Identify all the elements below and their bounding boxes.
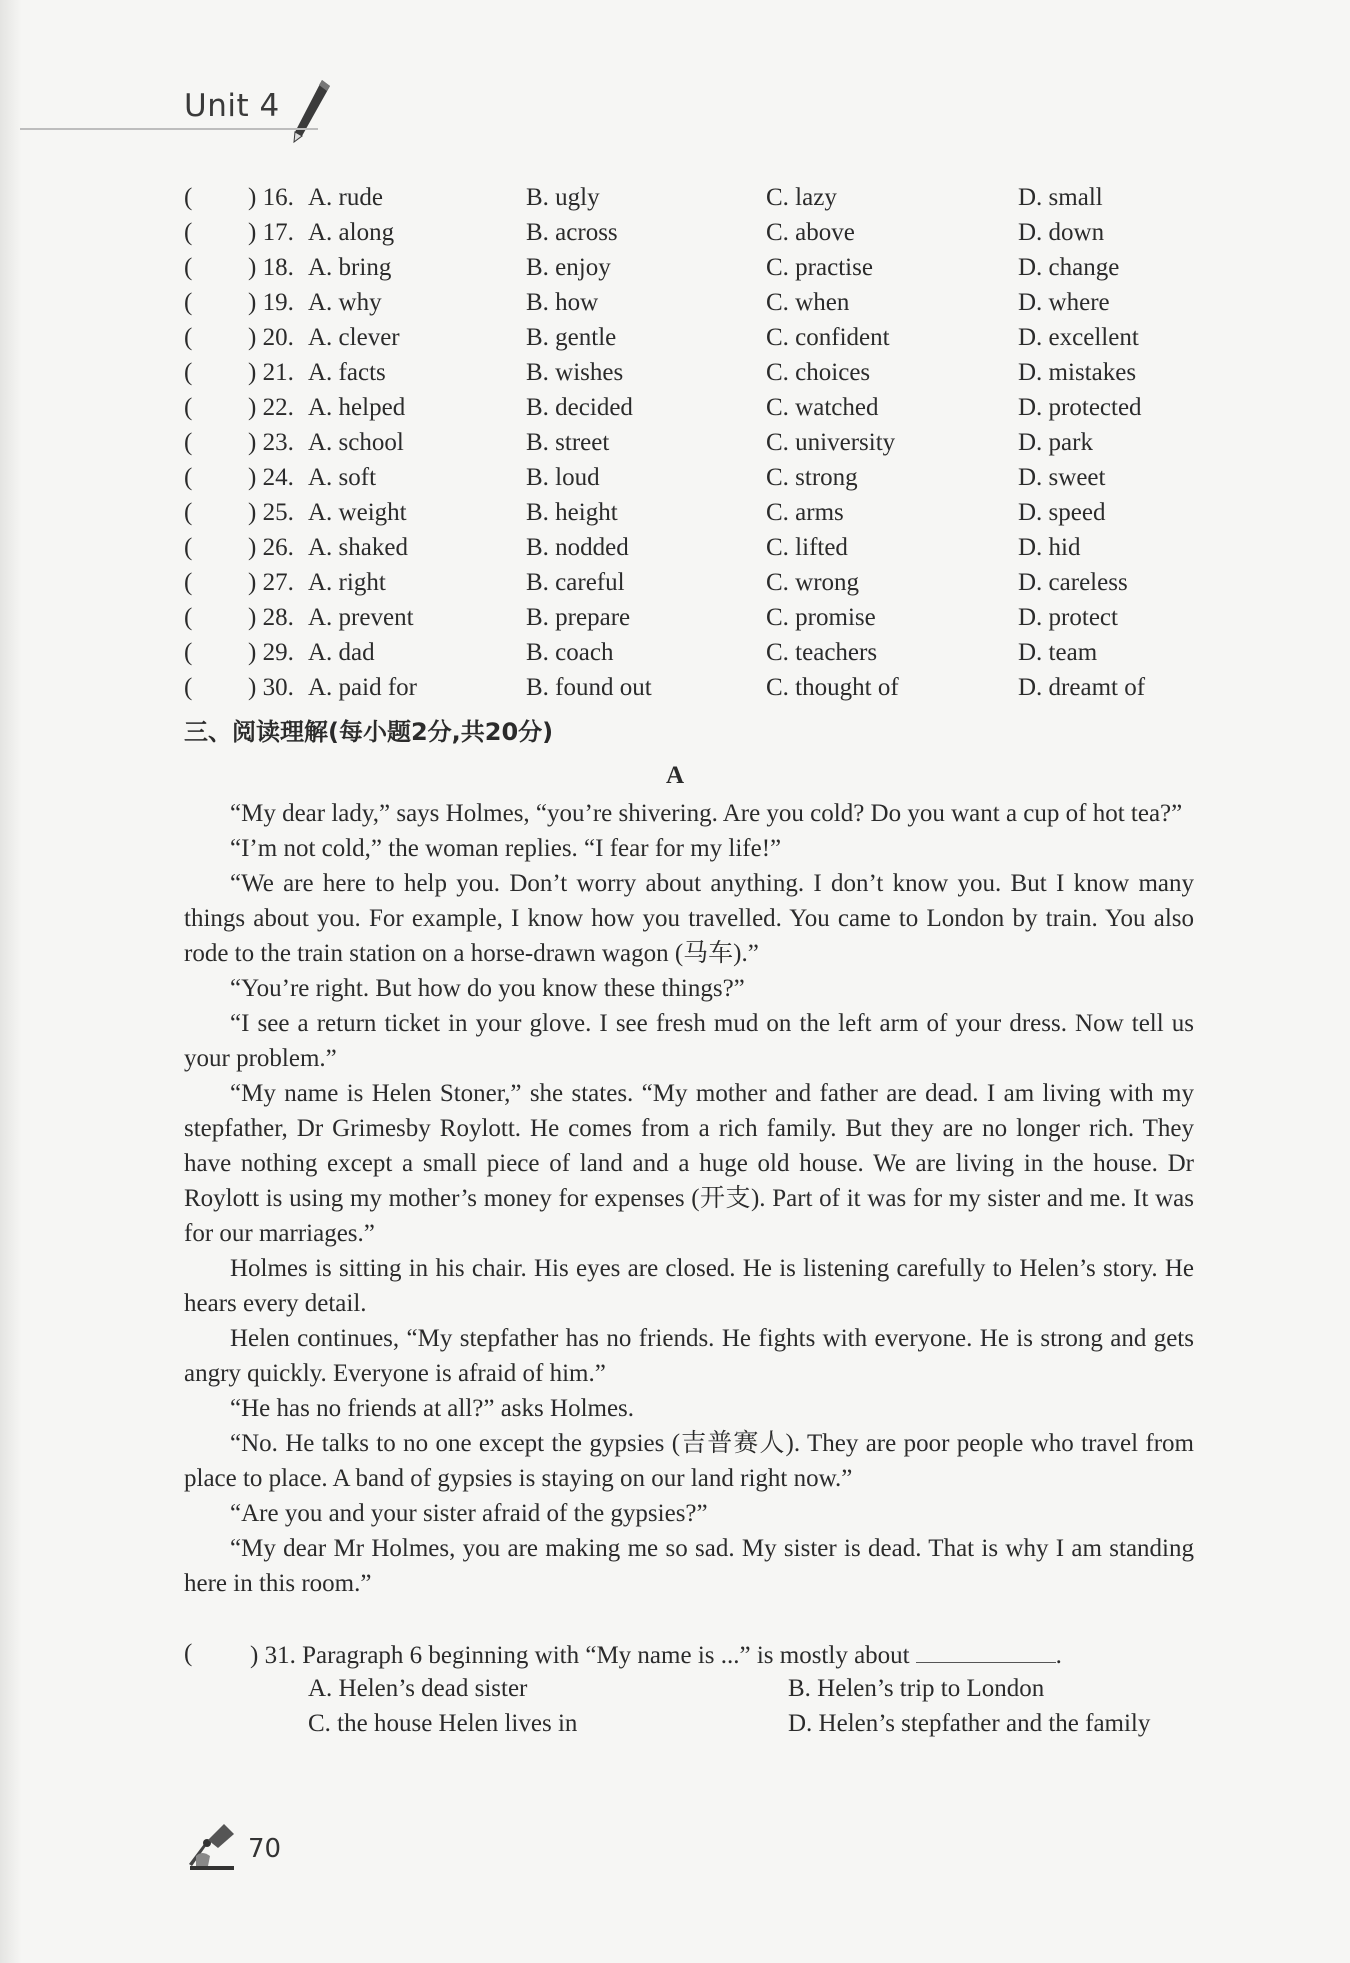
option-row — [184, 495, 1194, 530]
option-d: D. change — [1018, 254, 1120, 281]
option-d: D. park — [1018, 429, 1093, 456]
answer-paren: ( — [184, 184, 193, 211]
question-options-row-2 — [184, 1706, 1204, 1741]
option-b: B. gentle — [526, 324, 617, 351]
option-b: B. coach — [526, 639, 614, 666]
option-a: A. right — [308, 569, 386, 596]
option-d: D. protect — [1018, 604, 1118, 631]
option-a: A. prevent — [308, 604, 414, 631]
answer-paren: ( — [184, 359, 193, 386]
desk-lamp-icon — [184, 1816, 240, 1872]
passage-paragraph: “I’m not cold,” the woman replies. “I fear for my life!” — [230, 835, 782, 862]
question-stem-text: ) 31. Paragraph 6 beginning with “My name is ...” is mostly about — [250, 1642, 910, 1669]
passage-paragraph: “My dear lady,” says Holmes, “you’re shivering. Are you cold? Do you want a cup of hot tea?” — [230, 800, 1183, 827]
option-c: C. wrong — [766, 569, 860, 596]
option-row — [184, 460, 1194, 495]
option-c: C. strong — [766, 464, 858, 491]
passage-paragraph: “My dear Mr Holmes, you are making me so sad. My sister is dead. That is why I am standing here in this room.” — [184, 1535, 1194, 1597]
option-b: B. wishes — [526, 359, 624, 386]
passage-paragraph: “You’re right. But how do you know these things?” — [230, 975, 745, 1002]
option-c: C. thought of — [766, 674, 899, 701]
option-a: A. soft — [308, 464, 377, 491]
answer-paren: ( — [184, 569, 193, 596]
option-c: C. university — [766, 429, 896, 456]
option-c: C. watched — [766, 394, 879, 421]
option-a: A. bring — [308, 254, 392, 281]
question-31 — [184, 1636, 1204, 1741]
page-edge-shadow — [0, 0, 22, 1963]
passage-letter: A — [665, 762, 685, 789]
option-a: A. Helen’s dead sister — [308, 1675, 528, 1702]
question-number: ) 20. — [248, 324, 294, 351]
question-number: ) 24. — [248, 464, 294, 491]
option-d: D. team — [1018, 639, 1098, 666]
passage-paragraph: “My name is Helen Stoner,” she states. “My mother and father are dead. I am living with my stepfather, Dr Grimesby Roylott. He comes from a rich family. But they are no longer rich. They have nothing except a small piece of land and a huge old house. We are living in the house. Dr Roylott is using my mother’s money for expenses (开支). Part of it was for my sister and me. It was for our marriages.” — [184, 1080, 1194, 1247]
option-row — [184, 635, 1194, 670]
passage-paragraph: Holmes is sitting in his chair. His eyes are closed. He is listening carefully to Helen’s story. He hears every detail. — [184, 1255, 1194, 1317]
cloze-options — [184, 180, 1194, 705]
option-b: B. across — [526, 219, 618, 246]
answer-paren: ( — [184, 394, 193, 421]
question-number: ) 21. — [248, 359, 294, 386]
passage-paragraph: Helen continues, “My stepfather has no friends. He fights with everyone. He is strong and gets angry quickly. Everyone is afraid of him.” — [184, 1325, 1194, 1387]
option-d: D. excellent — [1018, 324, 1139, 351]
question-number: ) 30. — [248, 674, 294, 701]
option-d: D. small — [1018, 184, 1103, 211]
header-rule — [20, 128, 318, 130]
option-row — [184, 180, 1194, 215]
option-b: B. Helen’s trip to London — [788, 1675, 1045, 1702]
option-c: C. promise — [766, 604, 876, 631]
option-row — [184, 530, 1194, 565]
question-stem — [250, 1636, 1062, 1673]
question-number: ) 28. — [248, 604, 294, 631]
option-b: B. nodded — [526, 534, 629, 561]
option-row — [184, 390, 1194, 425]
passage-paragraph: “I see a return ticket in your glove. I see fresh mud on the left arm of your dress. Now tell us your problem.” — [184, 1010, 1194, 1072]
question-stem-line — [184, 1636, 1204, 1671]
answer-paren: ( — [184, 324, 193, 351]
option-b: B. loud — [526, 464, 600, 491]
option-a: A. facts — [308, 359, 386, 386]
answer-paren: ( — [184, 219, 193, 246]
option-a: A. weight — [308, 499, 407, 526]
option-b: B. height — [526, 499, 618, 526]
question-number: ) 23. — [248, 429, 294, 456]
option-a: A. rude — [308, 184, 383, 211]
answer-paren: ( — [184, 639, 193, 666]
option-c: C. lifted — [766, 534, 848, 561]
option-row — [184, 565, 1194, 600]
option-c: C. choices — [766, 359, 871, 386]
option-d: D. hid — [1018, 534, 1081, 561]
option-d: D. where — [1018, 289, 1110, 316]
passage-paragraph: “We are here to help you. Don’t worry about anything. I don’t know you. But I know many things about you. For example, I know how you travelled. You came to London by train. You also rode to the train station on a horse-drawn wagon (马车).” — [184, 870, 1194, 967]
option-d: D. protected — [1018, 394, 1142, 421]
option-c: C. confident — [766, 324, 890, 351]
answer-paren: ( — [184, 674, 193, 701]
section-title: 三、阅读理解(每小题2分,共20分) — [184, 718, 554, 746]
option-c: C. above — [766, 219, 855, 246]
question-options-row-1 — [184, 1671, 1204, 1706]
question-number: ) 17. — [248, 219, 294, 246]
page-number: 70 — [248, 1834, 282, 1864]
option-d: D. Helen’s stepfather and the family — [788, 1710, 1151, 1737]
reading-passage — [184, 796, 1194, 1601]
answer-paren: ( — [184, 1640, 193, 1667]
option-a: A. paid for — [308, 674, 417, 701]
option-b: B. ugly — [526, 184, 600, 211]
passage-paragraph: “He has no friends at all?” asks Holmes. — [230, 1395, 635, 1422]
option-row — [184, 320, 1194, 355]
question-number: ) 29. — [248, 639, 294, 666]
question-number: ) 19. — [248, 289, 294, 316]
answer-paren: ( — [184, 464, 193, 491]
option-row — [184, 250, 1194, 285]
option-a: A. along — [308, 219, 395, 246]
option-c: C. practise — [766, 254, 873, 281]
option-d: D. careless — [1018, 569, 1128, 596]
option-d: D. down — [1018, 219, 1105, 246]
option-row — [184, 285, 1194, 320]
option-c: C. arms — [766, 499, 844, 526]
option-row — [184, 355, 1194, 390]
option-a: A. shaked — [308, 534, 408, 561]
question-number: ) 25. — [248, 499, 294, 526]
option-row — [184, 670, 1194, 705]
option-a: A. why — [308, 289, 382, 316]
question-number: ) 22. — [248, 394, 294, 421]
passage-paragraph: “No. He talks to no one except the gypsies (吉普赛人). They are poor people who travel from place to place. A band of gypsies is staying on our land right now.” — [184, 1430, 1194, 1492]
option-a: A. dad — [308, 639, 375, 666]
answer-paren: ( — [184, 429, 193, 456]
option-a: A. clever — [308, 324, 400, 351]
passage-paragraph: “Are you and your sister afraid of the gypsies?” — [230, 1500, 708, 1527]
question-number: ) 18. — [248, 254, 294, 281]
option-b: B. how — [526, 289, 599, 316]
option-c: C. lazy — [766, 184, 837, 211]
option-b: B. enjoy — [526, 254, 611, 281]
option-b: B. decided — [526, 394, 633, 421]
option-c: C. when — [766, 289, 850, 316]
option-row — [184, 600, 1194, 635]
option-c: C. teachers — [766, 639, 878, 666]
question-number: ) 16. — [248, 184, 294, 211]
option-row — [184, 215, 1194, 250]
option-c: C. the house Helen lives in — [308, 1710, 578, 1737]
unit-header: Unit 4 — [184, 88, 280, 124]
question-stem-end: . — [1055, 1642, 1062, 1669]
option-d: D. dreamt of — [1018, 674, 1146, 701]
option-d: D. speed — [1018, 499, 1106, 526]
question-number: ) 26. — [248, 534, 294, 561]
answer-paren: ( — [184, 289, 193, 316]
option-a: A. school — [308, 429, 404, 456]
option-b: B. careful — [526, 569, 625, 596]
answer-paren: ( — [184, 534, 193, 561]
pen-icon — [284, 76, 334, 146]
option-row — [184, 425, 1194, 460]
option-a: A. helped — [308, 394, 406, 421]
answer-paren: ( — [184, 499, 193, 526]
option-b: B. street — [526, 429, 610, 456]
answer-blank[interactable] — [916, 1636, 1056, 1663]
option-d: D. sweet — [1018, 464, 1106, 491]
option-b: B. prepare — [526, 604, 631, 631]
answer-paren: ( — [184, 604, 193, 631]
option-b: B. found out — [526, 674, 652, 701]
option-d: D. mistakes — [1018, 359, 1137, 386]
answer-paren: ( — [184, 254, 193, 281]
question-number: ) 27. — [248, 569, 294, 596]
